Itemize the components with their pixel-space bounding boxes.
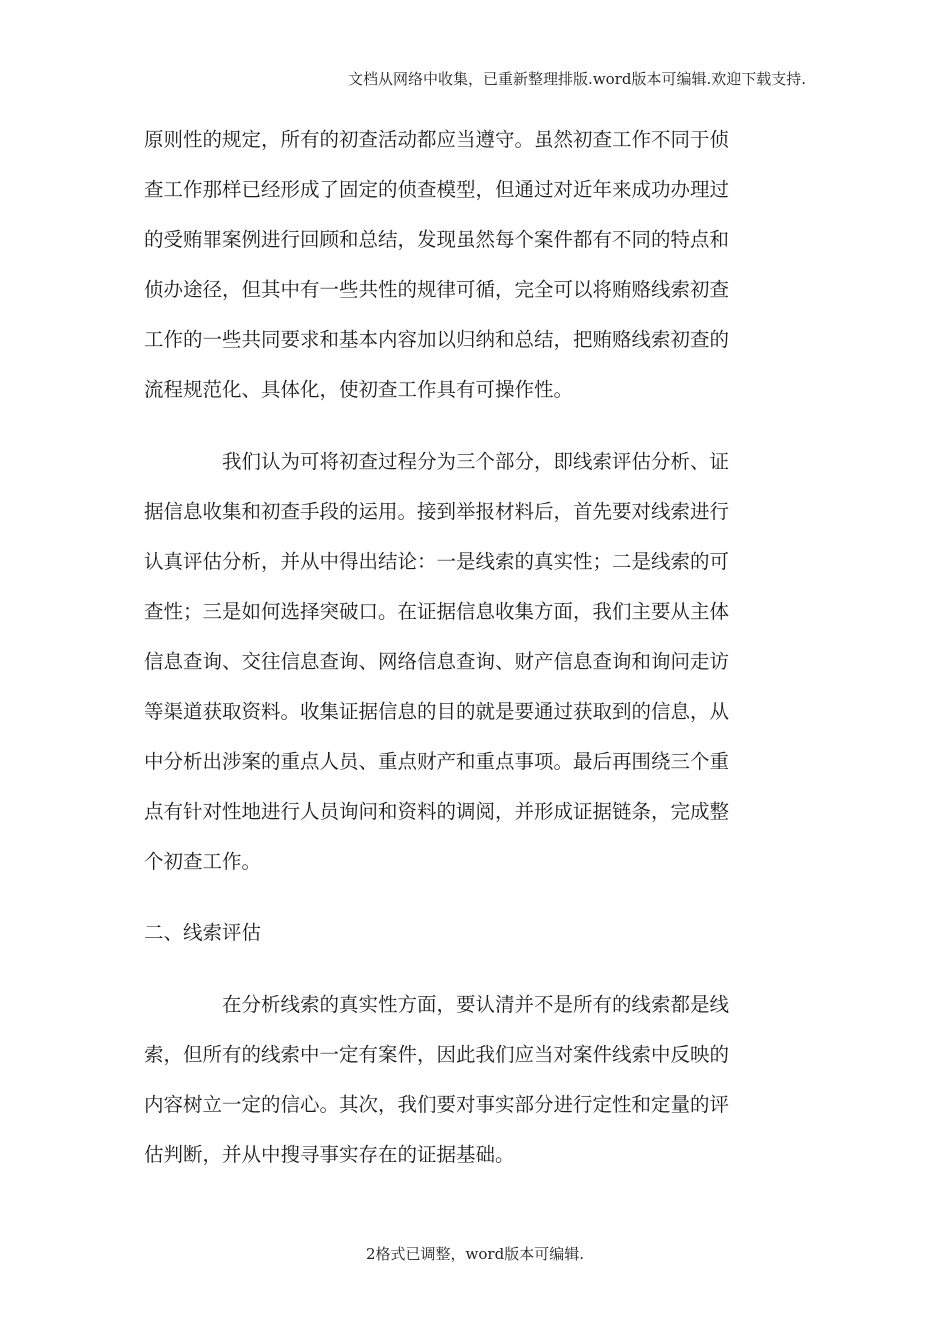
section-heading [144, 908, 808, 958]
paragraph-2 [144, 437, 808, 887]
text-line: 点有针对性地进行人员询问和资料的调阅，并形成证据链条，完成整 [144, 800, 730, 823]
paragraph-3 [144, 980, 808, 1180]
page-header: 文档从网络中收集，已重新整理排版.word版本可编辑.欢迎下载支持. [348, 70, 806, 88]
text-line: 查性；三是如何选择突破口。在证据信息收集方面，我们主要从主体 [144, 600, 730, 623]
text-line: 认真评估分析，并从中得出结论：一是线索的真实性；二是线索的可 [144, 550, 730, 573]
section-heading-text: 二、线索评估 [144, 921, 262, 944]
text-line: 内容树立一定的信心。其次，我们要对事实部分进行定性和定量的评 [144, 1093, 730, 1116]
text-line: 查工作那样已经形成了固定的侦查模型，但通过对近年来成功办理过 [144, 178, 730, 201]
text-line: 我们认为可将初查过程分为三个部分，即线索评估分析、证 [222, 450, 730, 473]
text-line: 据信息收集和初查手段的运用。接到举报材料后，首先要对线索进行 [144, 500, 730, 523]
text-line: 工作的一些共同要求和基本内容加以归纳和总结，把贿赂线索初查的 [144, 328, 730, 351]
text-line: 的受贿罪案例进行回顾和总结，发现虽然每个案件都有不同的特点和 [144, 228, 730, 251]
page-footer: 2格式已调整，word版本可编辑. [366, 1245, 584, 1263]
text-line: 估判断，并从中搜寻事实存在的证据基础。 [144, 1143, 515, 1166]
text-line: 信息查询、交往信息查询、网络信息查询、财产信息查询和询问走访 [144, 650, 730, 673]
text-line: 侦办途径，但其中有一些共性的规律可循，完全可以将贿赂线索初查 [144, 278, 730, 301]
text-line: 等渠道获取资料。收集证据信息的目的就是要通过获取到的信息，从 [144, 700, 730, 723]
text-line: 个初查工作。 [144, 850, 262, 873]
paragraph-1 [144, 115, 808, 415]
text-line: 索，但所有的线索中一定有案件，因此我们应当对案件线索中反映的 [144, 1043, 730, 1066]
text-line: 中分析出涉案的重点人员、重点财产和重点事项。最后再围绕三个重 [144, 750, 730, 773]
text-line: 原则性的规定，所有的初查活动都应当遵守。虽然初查工作不同于侦 [144, 128, 730, 151]
text-line: 在分析线索的真实性方面，要认清并不是所有的线索都是线 [222, 993, 730, 1016]
text-line: 流程规范化、具体化，使初查工作具有可操作性。 [144, 378, 574, 401]
